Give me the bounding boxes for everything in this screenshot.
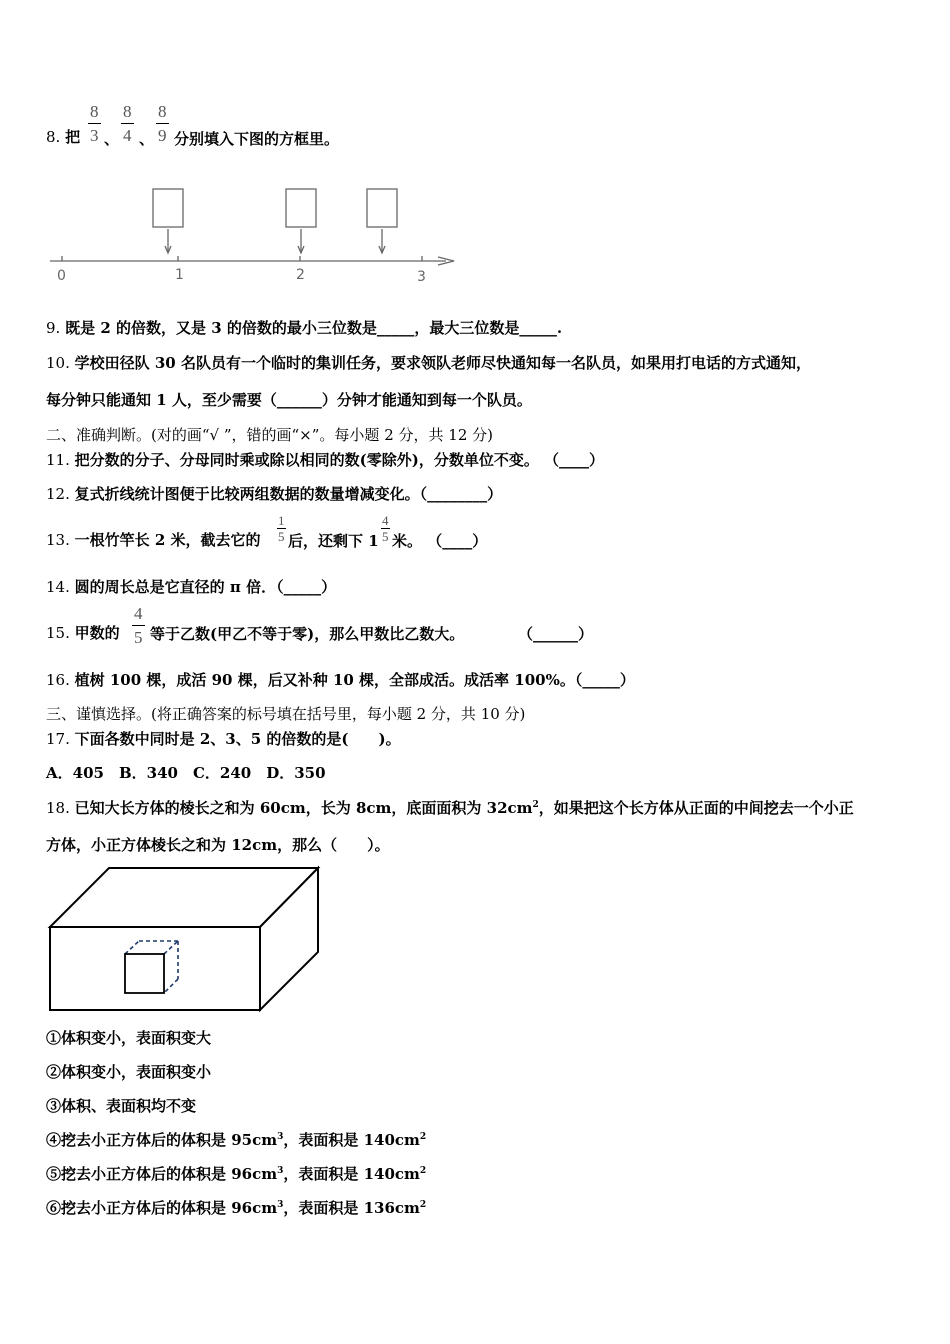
question-17	[46, 729, 401, 749]
fraction-8-4: $\frac{8}{4}$	[123, 102, 132, 145]
question-13	[46, 530, 261, 550]
question-text: 植树 100 棵，成活 90 棵，后又补种 10 棵，全部成活。成活率 100%。（_____）	[74, 671, 635, 689]
fraction-8-3: $\frac{8}{3}$	[90, 102, 99, 145]
question-number: 11.	[46, 451, 70, 469]
question-text: 圆的周长总是它直径的 π 倍．（_____）	[74, 578, 337, 596]
question-18	[46, 798, 854, 818]
tick-label-0: 0	[57, 268, 66, 284]
question-text: 复式折线统计图便于比较两组数据的数量增减变化。（________）	[74, 485, 503, 503]
question-15	[46, 623, 120, 643]
option-4: ④挖去小正方体后的体积是 $95cm^3$，表面积是 $140cm^2$	[46, 1131, 427, 1149]
section-3-title: 三、谨慎选择。(将正确答案的标号填在括号里，每小题 2 分，共 10 分)	[46, 705, 526, 723]
question-text: 等于乙数(甲乙不等于零)，那么甲数比乙数大。	[150, 625, 465, 643]
question-number: 13.	[46, 531, 70, 549]
question-number: 9.	[46, 319, 61, 337]
fraction-4-5: $\frac{4}{5}$	[134, 604, 143, 647]
question-18-continued: 方体，小正方体棱长之和为 12cm，那么（ ）。	[46, 836, 390, 854]
option-2: ②体积变小，表面积变小	[46, 1063, 212, 1081]
option-1: ①体积变小，表面积变大	[46, 1029, 212, 1047]
answer-blank: （______）	[518, 625, 594, 643]
answer-box	[153, 189, 183, 227]
question-12	[46, 484, 502, 504]
option-6: ⑥挖去小正方体后的体积是 $96cm^3$，表面积是 $136cm^2$	[46, 1199, 427, 1217]
question-text: 学校田径队 30 名队员有一个临时的集训任务，要求领队老师尽快通知每一名队员，如果用打电话的方式通知，	[74, 354, 811, 372]
question-10-continued: 每分钟只能通知 1 人，至少需要（______）分钟才能通知到每一个队员。	[46, 391, 532, 409]
question-number: 12.	[46, 485, 70, 503]
fraction-4-5: $\frac{4}{5}$	[382, 513, 389, 544]
question-number: 15.	[46, 624, 70, 642]
question-number: 10.	[46, 354, 70, 372]
tick-label-3: 3	[417, 269, 426, 285]
question-10	[46, 353, 811, 373]
question-11	[46, 450, 604, 470]
question-17-options: A．405 B．340 C．240 D．350	[46, 764, 326, 782]
answer-box	[367, 189, 397, 227]
question-text: 米。 （____）	[392, 532, 488, 550]
question-14	[46, 577, 336, 597]
tick-label-2: 2	[296, 267, 305, 283]
fraction-8-9: $\frac{8}{9}$	[158, 102, 167, 145]
section-2-title: 二、准确判断。(对的画“√ ”，错的画“×”。每小题 2 分，共 12 分)	[46, 426, 493, 444]
question-text: 一根竹竿长 2 米，截去它的	[74, 531, 261, 549]
option-3: ③体积、表面积均不变	[46, 1097, 197, 1115]
question-text: 已知大长方体的棱长之和为 60cm，长为 8cm，底面面积为 $32cm^2$，如果把这个长方体从正面的中间挖去一个小正	[74, 799, 854, 817]
separator: 、	[104, 130, 120, 148]
question-text: 分别填入下图的方框里。	[174, 130, 340, 148]
answer-box	[286, 189, 316, 227]
question-number: 8.	[46, 128, 61, 146]
question-text: 后，还剩下 1	[288, 532, 379, 550]
question-text: 甲数的	[74, 624, 120, 642]
question-number: 14.	[46, 578, 70, 596]
question-number: 16.	[46, 671, 70, 689]
question-number: 18.	[46, 799, 70, 817]
option-5: ⑤挖去小正方体后的体积是 $96cm^3$，表面积是 $140cm^2$	[46, 1165, 427, 1183]
fraction-1-5: $\frac{1}{5}$	[278, 513, 285, 544]
question-text: 既是 2 的倍数，又是 3 的倍数的最小三位数是_____，最大三位数是_____.	[65, 319, 563, 337]
question-16	[46, 670, 635, 690]
tick-label-1: 1	[175, 267, 184, 283]
question-text: 把	[65, 128, 81, 146]
separator: 、	[139, 130, 155, 148]
question-9	[46, 318, 562, 338]
question-text: 把分数的分子、分母同时乘或除以相同的数(零除外)，分数单位不变。 （____）	[74, 451, 605, 469]
question-8	[46, 127, 80, 147]
question-text: 下面各数中同时是 2、3、5 的倍数的是( )。	[74, 730, 401, 748]
small-cube-front-face	[125, 954, 164, 993]
number-line-figure	[44, 180, 464, 290]
cuboid-figure	[46, 864, 326, 1016]
question-number: 17.	[46, 730, 70, 748]
